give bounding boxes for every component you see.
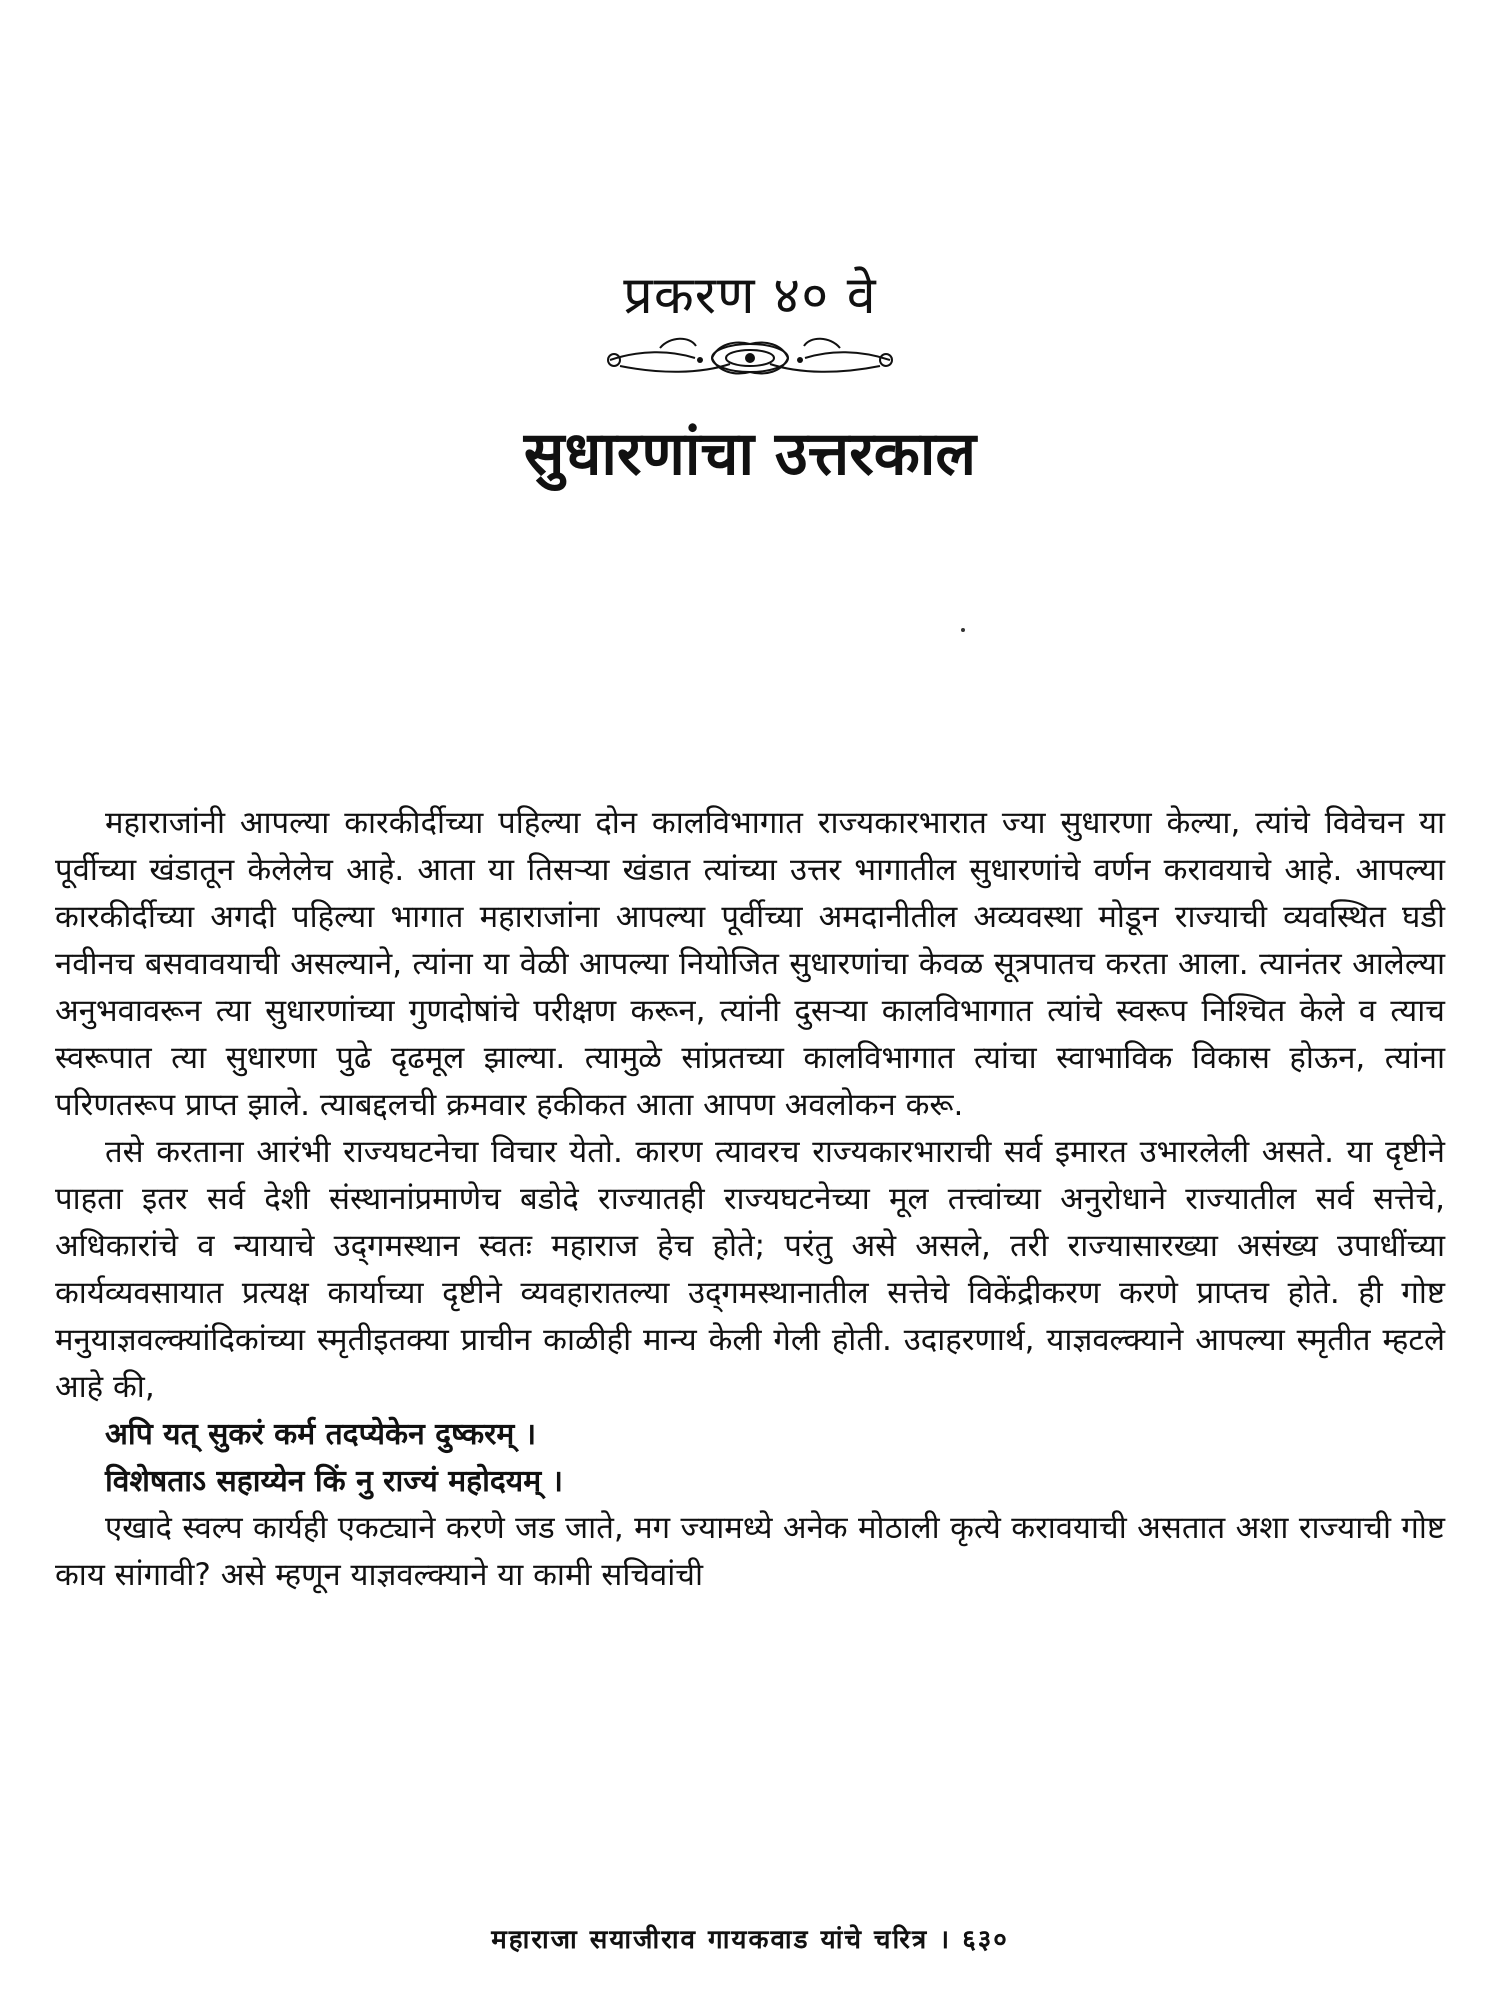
body-text [55, 800, 1445, 1599]
print-speck [961, 628, 965, 632]
chapter-heading: प्रकरण ४० वे [623, 266, 877, 326]
paragraph-1: महाराजांनी आपल्या कारकीर्दीच्या पहिल्या दोन कालविभागात राज्यकारभारात ज्या सुधारणा केल्या, त्यांचे विवेचन या पूर्वीच्या खंडातून केलेलेच आहे. आता या तिसऱ्या खंडात त्यांच्या उत्तर भागातील सुधारणांचे वर्णन करावयाचे आहे. आपल्या कारकीर्दीच्या अगदी पहिल्या भागात महाराजांना आपल्या पूर्वीच्या अमदानीतील अव्यवस्था मोडून राज्याची व्यवस्थित घडी नवीनच बसवावयाची असल्याने, त्यांना या वेळी आपल्या नियोजित सुधारणांचा केवळ सूत्रपातच करता आला. त्यानंतर आलेल्या अनुभवावरून त्या सुधारणांच्या गुणदोषांचे परीक्षण करून, त्यांनी दुसऱ्या कालविभागात त्यांचे स्वरूप निश्चित केले व त्याच स्वरूपात त्या सुधारणा पुढे दृढमूल झाल्या. त्यामुळे सांप्रतच्या कालविभागात त्यांचा स्वाभाविक विकास होऊन, त्यांना परिणतरूप प्राप्त झाले. त्याबद्दलची क्रमवार हकीकत आता आपण अवलोकन करू. [55, 805, 1445, 1123]
page-footer: महाराजा सयाजीराव गायकवाड यांचे चरित्र । ६३० [491, 1925, 1009, 1955]
ornamental-flourish-icon [600, 330, 900, 382]
verse-line-1: अपि यत् सुकरं कर्म तदप्येकेन दुष्करम् । [105, 1417, 537, 1452]
paragraph-2: तसे करताना आरंभी राज्यघटनेचा विचार येतो. कारण त्यावरच राज्यकारभाराची सर्व इमारत उभारलेली असते. या दृष्टीने पाहता इतर सर्व देशी संस्थानांप्रमाणेच बडोदे राज्यातही राज्यघटनेच्या मूल तत्त्वांच्या अनुरोधाने राज्यातील सर्व सत्तेचे, अधिकारांचे व न्यायाचे उद्‌गमस्थान स्वतः महाराज हेच होते; परंतु असे असले, तरी राज्यासारख्या असंख्य उपाधींच्या कार्यव्यवसायात प्रत्यक्ष कार्याच्या दृष्टीने व्यवहारातल्या उद्‌गमस्थानातील सत्तेचे विकेंद्रीकरण करणे प्राप्तच होते. ही गोष्ट मनुयाज्ञवल्क्यांदिकांच्या स्मृतीइतक्या प्राचीन काळीही मान्य केली गेली होती. उदाहरणार्थ, याज्ञवल्क्याने आपल्या स्मृतीत म्हटले आहे की, [55, 1134, 1445, 1405]
verse-line-2: विशेषताऽ सहाय्येन किं नु राज्यं महोदयम् । [105, 1464, 563, 1499]
paragraph-3: एखादे स्वल्प कार्यही एकट्याने करणे जड जाते, मग ज्यामध्ये अनेक मोठाली कृत्ये करावयाची असतात अशा राज्याची गोष्ट काय सांगावी? असे म्हणून याज्ञवल्क्याने या कामी सचिवांची [55, 1510, 1445, 1593]
chapter-title: सुधारणांचा उत्तरकाल [523, 419, 977, 489]
